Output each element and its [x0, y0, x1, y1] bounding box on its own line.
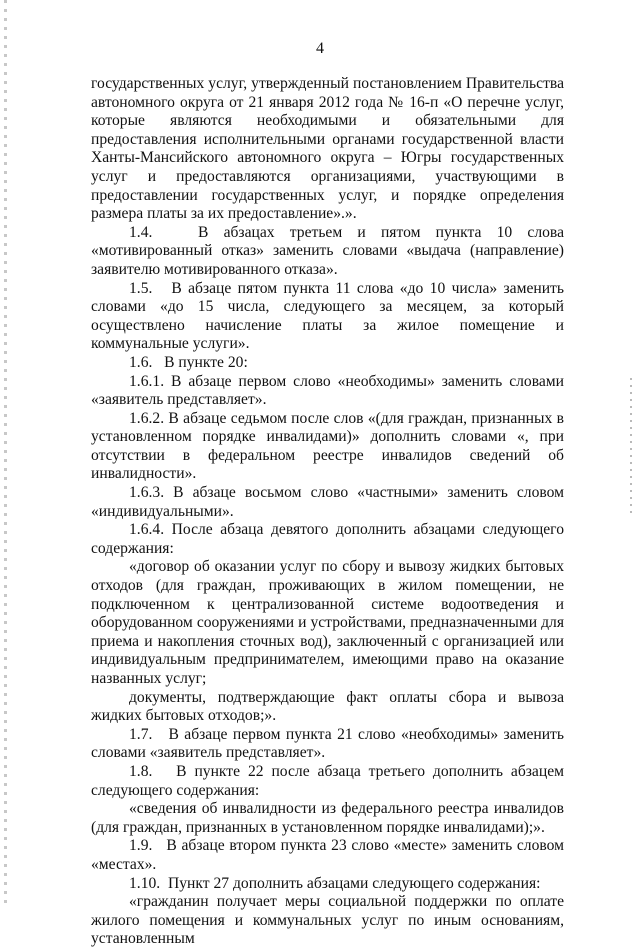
paragraph-quote-citizen: «гражданин получает меры социальной поддержки по оплате жилого помещения и коммунальных услуг по иным основаниям, установленным [91, 893, 564, 948]
paragraph-1-6-3: 1.6.3. В абзаце восьмом слово «частными» заменить словом «индивидуальными». [91, 484, 564, 520]
paragraph-quote-documents: документы, подтверждающие факт оплаты сбора и вывоза жидких бытовых отходов;». [91, 688, 564, 725]
paragraph-1-8: 1.8. В пункте 22 после абзаца третьего дополнить абзацем следующего содержания: [91, 762, 564, 799]
paragraph-1-6-2: 1.6.2. В абзаце седьмом после слов «(для граждан, признанных в установленном порядке инвалидами)» дополнить словами «, при отсутствии в федеральном реестре инвалидов сведений об инвалидности». [91, 409, 564, 483]
scan-edge-mark-right [630, 378, 632, 518]
paragraph-1-9: 1.9. В абзаце втором пункта 23 слово «месте» заменить словом «местах». [91, 837, 564, 873]
paragraph-continuation: государственных услуг, утвержденный постановлением Правительства автономного округа от 21 января 2012 года № 16-п «О перечне услуг, которые являются необходимыми и обязательными для предоставления исполнительными органами государственной власти Ханты-Мансийского автономного округа – Югры государственных услуг и предоставляются организациями, участвующими в предоставлении государственных услуг, и порядке определения размера платы за их предоставление».». [91, 75, 564, 223]
paragraph-1-6-1: 1.6.1. В абзаце первом слово «необходимы» заменить словами «заявитель представляет». [91, 372, 564, 409]
paragraph-1-7: 1.7. В абзаце первом пункта 21 слово «необходимы» заменить словами «заявитель представляет». [91, 725, 564, 762]
paragraph-1-5: 1.5. В абзаце пятом пункта 11 слова «до 10 числа» заменить словами «до 15 числа, следующего за месяцем, за который осуществлено начисление платы за жилое помещение и коммунальные услуги». [91, 279, 564, 353]
paragraph-1-6: 1.6. В пункте 20: [129, 353, 248, 371]
page-number: 4 [316, 40, 324, 57]
paragraph-1-10: 1.10. Пункт 27 дополнить абзацами следующего содержания: [129, 874, 541, 892]
scan-edge-mark-left [4, 0, 7, 905]
paragraph-1-6-4: 1.6.4. После абзаца девятого дополнить абзацами следующего содержания: [91, 521, 564, 557]
paragraph-quote-contract: «договор об оказании услуг по сбору и вывозу жидких бытовых отходов (для граждан, проживающих в жилом помещении, не подключенном к централизованной системе водоотведения и оборудованном сооружениями и устройствами, предназначенными для приема и накопления сточных вод), заключенный с организацией или индивидуальным предпринимателем, имеющими право на оказание названных услуг; [91, 558, 564, 687]
document-body [91, 75, 564, 949]
paragraph-quote-disability: «сведения об инвалидности из федерального реестра инвалидов (для граждан, признанных в установленном порядке инвалидами);». [91, 800, 564, 836]
paragraph-1-4: 1.4. В абзацах третьем и пятом пункта 10 слова «мотивированный отказ» заменить словами «выдача (направление) заявителю мотивированного отказа». [91, 223, 564, 278]
